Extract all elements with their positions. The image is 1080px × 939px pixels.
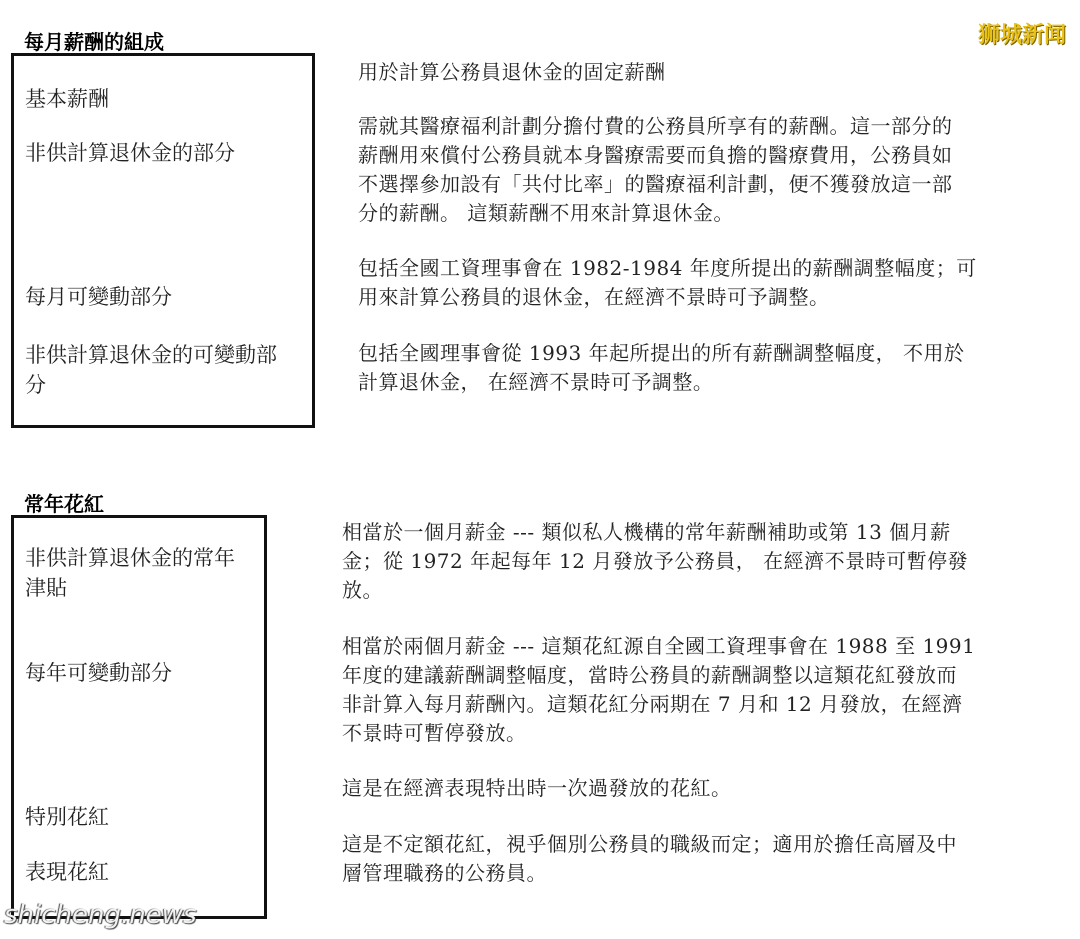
label-special-bonus: 特別花紅: [25, 805, 109, 829]
desc-annual-allowance: 相當於一個月薪金 --- 類似私人機構的常年薪酬補助或第 13 個月薪 金；從 1972 年起每年 12 月發放予公務員， 在經濟不景時可暫停發 放。: [342, 520, 969, 602]
label-basic-pay: 基本薪酬: [25, 87, 109, 111]
desc-non-pensionable-part: 需就其醫療福利計劃分擔付費的公務員所享有的薪酬。這一部分的 薪酬用來償付公務員就本身醫療需要而負擔的醫療費用，公務員如 不選擇參加設有「共付比率」的醫療福利計劃，便不獲發放這一部 分的薪酬。 這類薪酬不用來計算退休金。: [358, 114, 953, 225]
desc-non-pensionable-variable: 包括全國理事會從 1993 年起所提出的所有薪酬調整幅度， 不用於 計算退休金， 在經濟不景時可予調整。: [358, 341, 965, 394]
section-heading-monthly-pay: 每月薪酬的組成: [24, 30, 164, 54]
watermark-logo-top: 狮城新闻: [977, 23, 1066, 48]
desc-annual-variable: 相當於兩個月薪金 --- 這類花紅源自全國工資理事會在 1988 至 1991 年度的建議薪酬調整幅度，當時公務員的薪酬調整以這類花紅發放而 非計算入每月薪酬內。這類花紅分兩期在 7 月和 12 月發放，在經濟 不景時可暫停發放。: [342, 634, 976, 745]
label-annual-variable: 每年可變動部分: [25, 661, 172, 685]
label-annual-allowance: 非供計算退休金的常年 津貼: [25, 546, 235, 600]
desc-special-bonus: 這是在經濟表現特出時一次過發放的花紅。: [342, 776, 732, 800]
label-non-pensionable-variable: 非供計算退休金的可變動部 分: [25, 343, 277, 397]
label-monthly-variable: 每月可變動部分: [25, 285, 172, 309]
desc-basic-pay: 用於計算公務員退休金的固定薪酬: [358, 60, 666, 84]
watermark-site-bottom: shicheng.news: [4, 900, 197, 930]
section-heading-annual-bonus: 常年花紅: [24, 492, 104, 516]
desc-performance-bonus: 這是不定額花紅，視乎個別公務員的職級而定；適用於擔任高層及中 層管理職務的公務員。: [342, 832, 957, 885]
label-non-pensionable-part: 非供計算退休金的部分: [25, 141, 235, 165]
desc-monthly-variable: 包括全國工資理事會在 1982-1984 年度所提出的薪酬調整幅度；可 用來計算公務員的退休金，在經濟不景時可予調整。: [358, 256, 977, 309]
label-performance-bonus: 表現花紅: [25, 860, 109, 884]
